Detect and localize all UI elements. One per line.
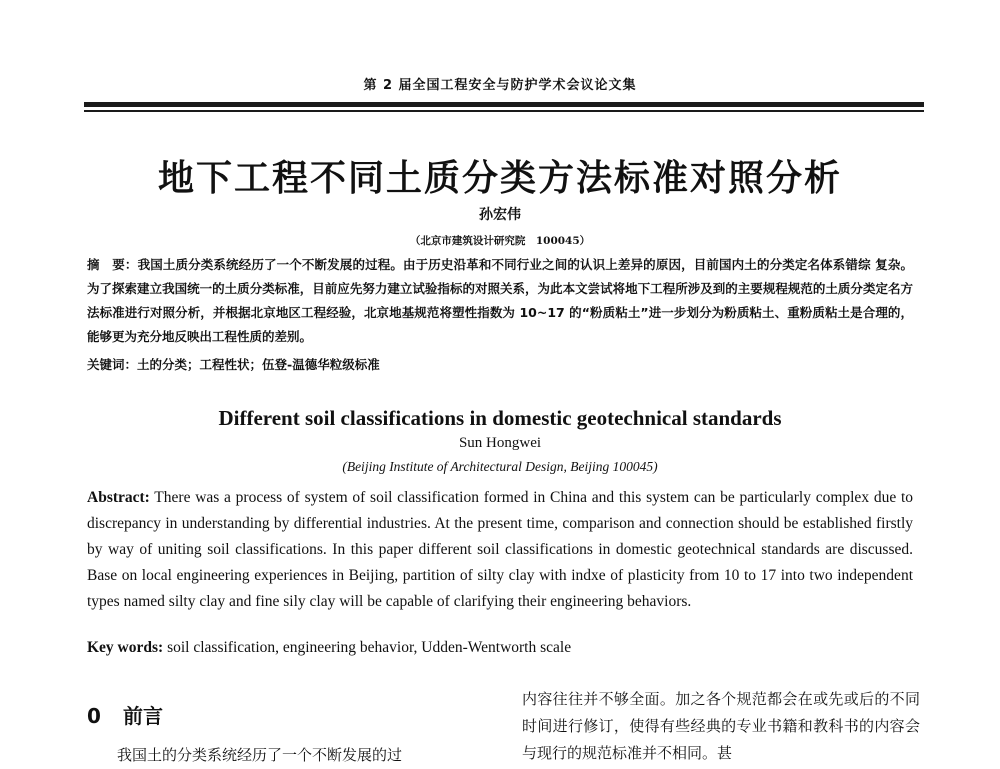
affiliation-en: (Beijing Institute of Architectural Design, Beijing 100045) [342,459,658,474]
paper-title-en: Different soil classifications in domestic geotechnical standards [218,406,782,430]
abstract-cn [87,253,913,349]
keywords-cn [87,355,913,373]
abstract-en-text: There was a process of system of soil classification formed in China and this system can be particularly complex due to discrepancy in understanding by differential industries. At the present time, comparison and connection should be established firstly by way of uniting soil classifications. In this paper different soil classifications in domestic geotechnical standards are discussed. Base on local engineering experiences in Beijing, partition of silty clay with indxe of plasticity from 10 to 17 into two independent types named silty clay and fine sily clay will be capable of clarifying their engineering behaviors. [87,489,913,610]
affiliation-cn: （北京市建筑设计研究院 100045） [409,235,591,247]
running-header: 第 2 届全国工程安全与防护学术会议论文集 [363,78,637,93]
section-heading [87,700,163,729]
header-rule-thick [84,102,924,107]
abstract-en [87,485,913,615]
abstract-en-label: Abstract: [87,489,150,506]
keywords-cn-text: 土的分类；工程性状；伍登-温德华粒级标准 [137,357,380,372]
keywords-cn-label: 关键词： [87,357,138,372]
keywords-en [87,639,913,657]
keywords-en-label: Key words: [87,639,164,656]
abstract-cn-label: 摘 要： [87,257,138,272]
header-rule-thin [84,110,924,112]
paper-title-cn: 地下工程不同土质分类方法标准对照分析 [157,158,842,199]
author-cn: 孙宏伟 [479,207,521,223]
body-right-column: 内容往往并不够全面。加之各个规范都会在或先或后的不同时间进行修订，使得有些经典的专业书籍和教科书的内容会与现行的规范标准并不相同。甚 [522,690,920,762]
section-title: 前言 [123,704,163,728]
section-number: 0 [87,704,101,728]
keywords-en-text: soil classification, engineering behavior, Udden-Wentworth scale [163,639,572,656]
abstract-cn-text: 我国土质分类系统经历了一个不断发展的过程。由于历史沿革和不同行业之间的认识上差异的原因，目前国内土的分类定名体系错综 复杂。为了探索建立我国统一的土质分类标准，目前应先努力建立试验指标的对照关系，为此本文尝试将地下工程所涉及到的主要规程规范的土质分类定名方法标准进行对照分析，并根据北京地区工程经验，北京地基规范将塑性指数为 10~17 的“粉质粘土”进一步划分为粉质粘土、重粉质粘土是合理的，能够更为充分地反映出工程性质的差别。 [87,257,913,344]
body-left-column: 我国土的分类系统经历了一个不断发展的过 [117,746,403,764]
author-en: Sun Hongwei [458,435,542,451]
